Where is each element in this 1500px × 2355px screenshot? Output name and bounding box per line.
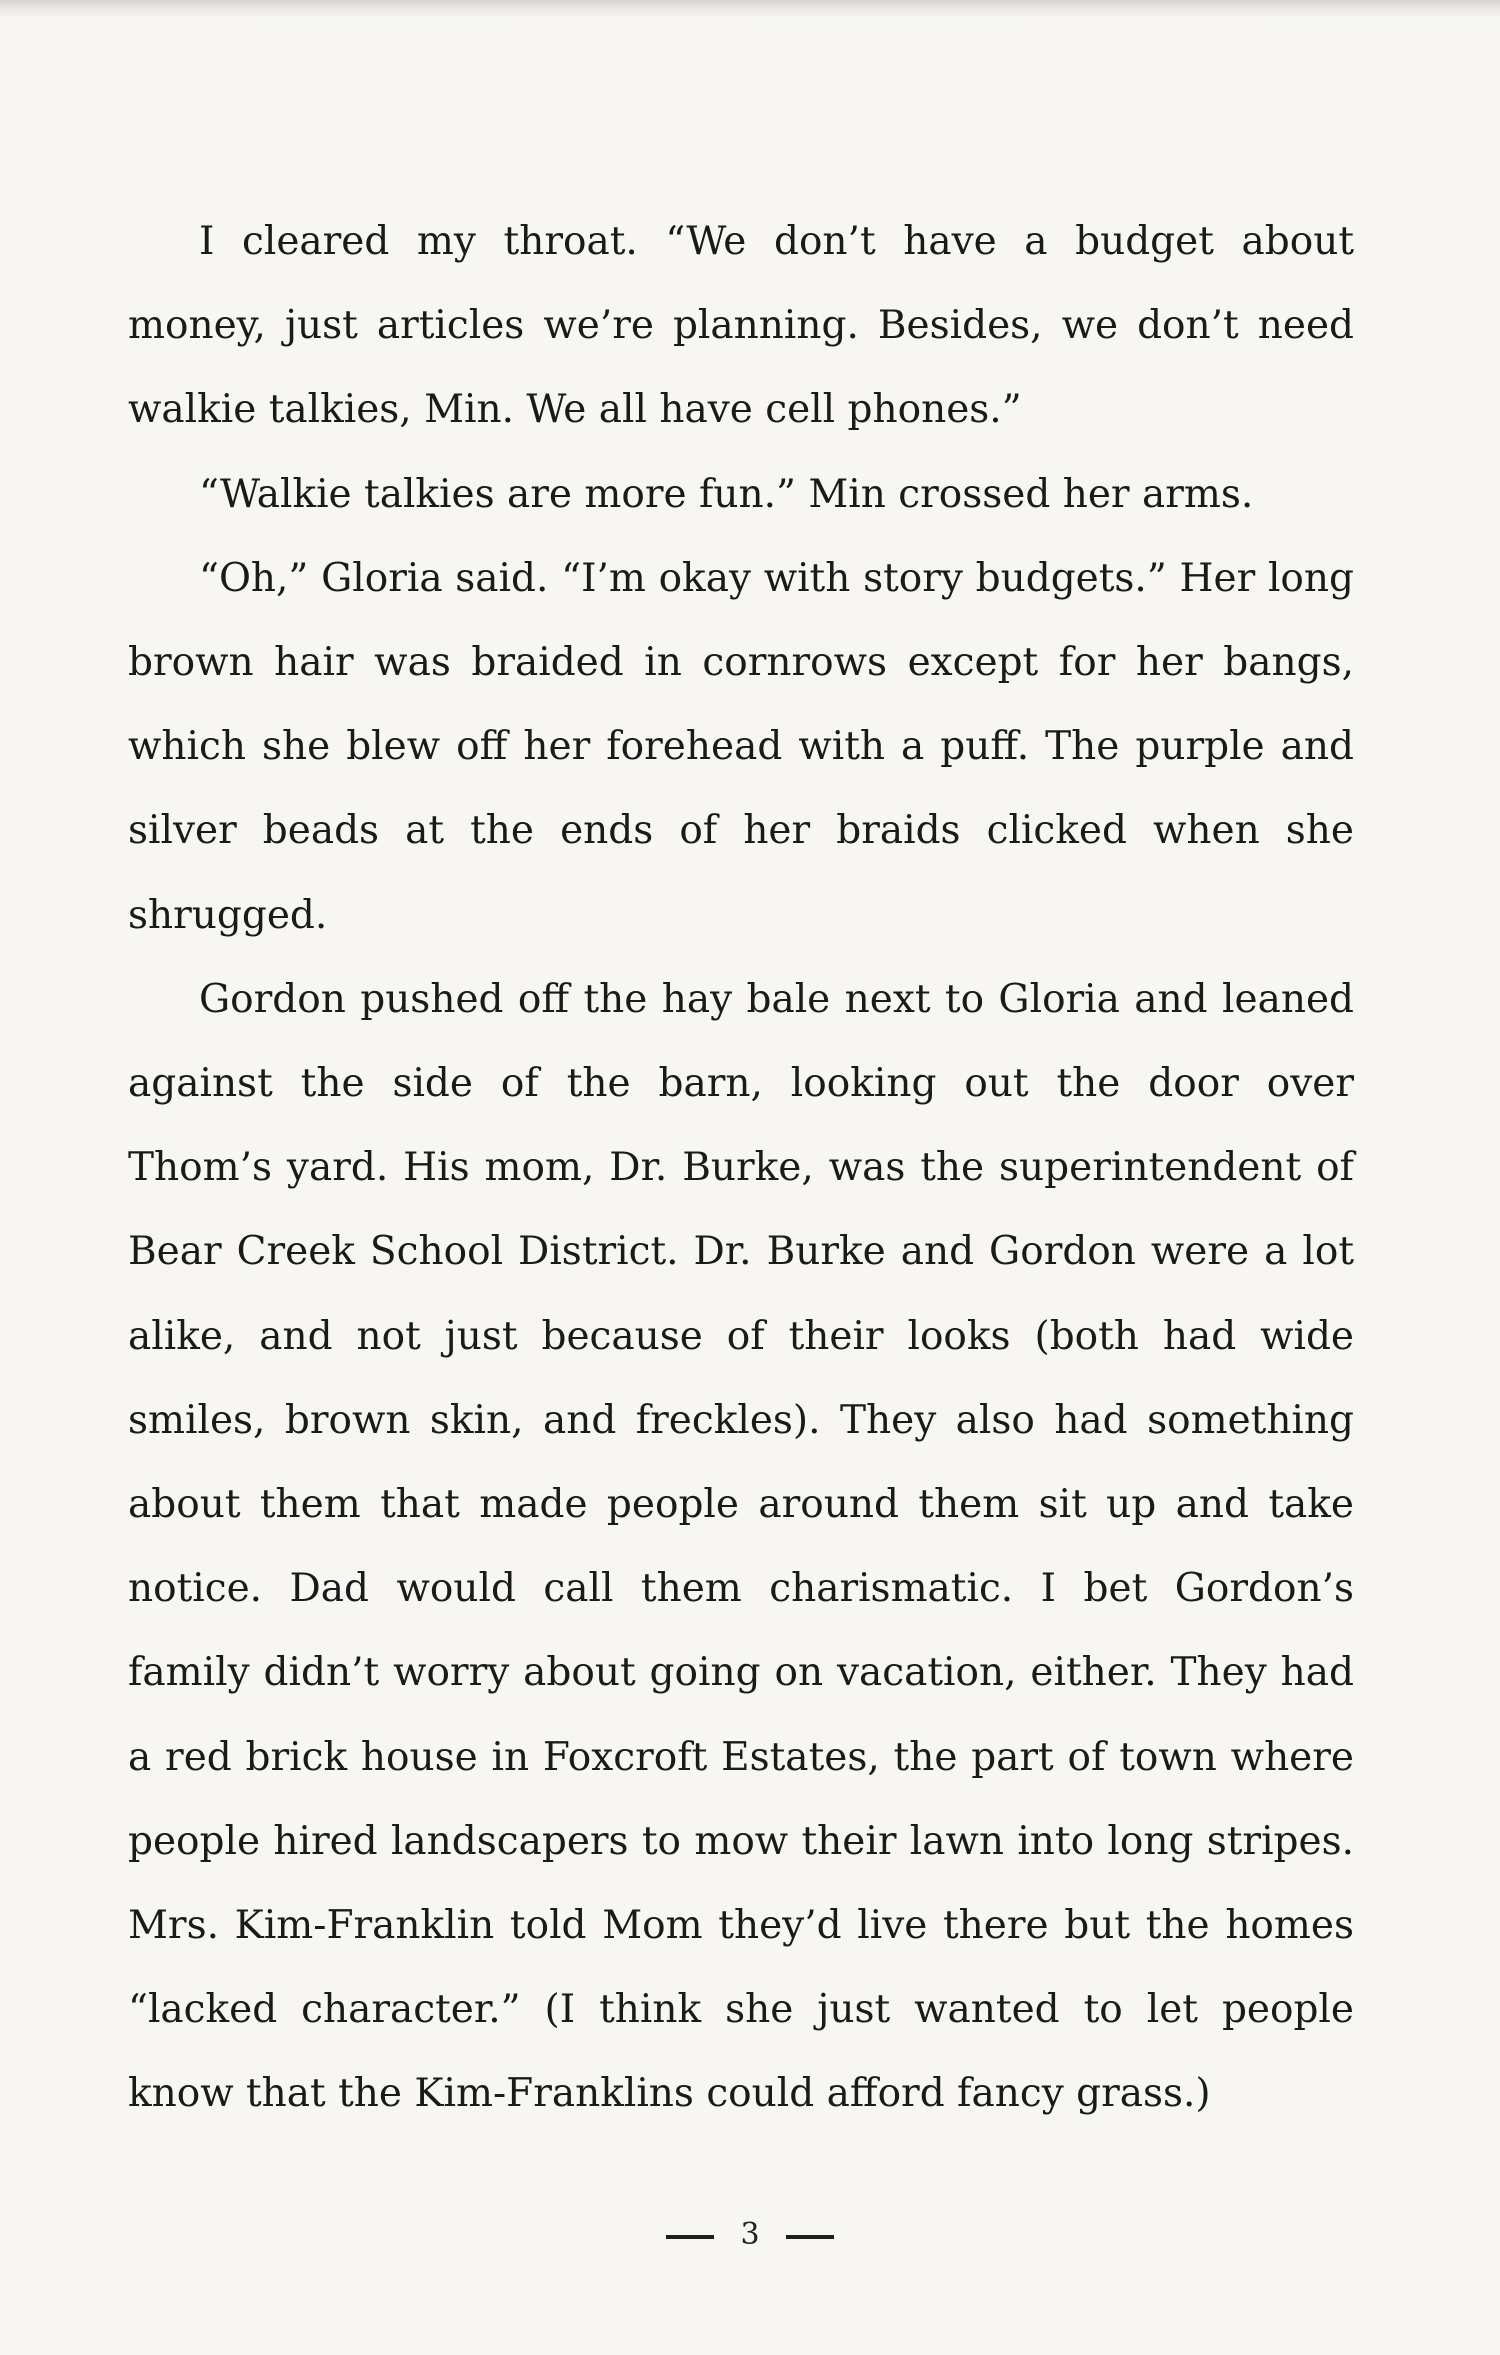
body-text xyxy=(128,200,1354,2137)
paragraph-2: “Walkie talkies are more fun.” Min crossed her arms. xyxy=(199,471,1254,517)
folio-rule-left xyxy=(666,2235,714,2239)
paragraph-1: I cleared my throat. “We don’t have a budget about money, just articles we’re planning. Besides, we don’t need walkie talkies, Min. We all have cell phones.” xyxy=(128,219,1354,433)
page-footer xyxy=(0,2215,1500,2255)
folio-rule-right xyxy=(786,2235,834,2239)
paragraph-3: “Oh,” Gloria said. “I’m okay with story budgets.” Her long brown hair was braided in cornrows except for her bangs, which she blew off her forehead with a puff. The purple and silver beads at the ends of her braids clicked when she shrugged. xyxy=(128,555,1354,938)
scan-edge-shadow xyxy=(0,0,1500,18)
paragraph-4: Gordon pushed off the hay bale next to Gloria and leaned against the side of the barn, looking out the door over Thom’s yard. His mom, Dr. Burke, was the superintendent of Bear Creek School District. Dr. Burke and Gordon were a lot alike, and not just because of their looks (both had wide smiles, brown skin, and freckles). They also had something about them that made people around them sit up and take notice. Dad would call them charismatic. I bet Gordon’s family didn’t worry about going on vacation, either. They had a red brick house in Foxcroft Estates, the part of town where people hired landscapers to mow their lawn into long stripes. Mrs. Kim-Franklin told Mom they’d live there but the homes “lacked character.” (I think she just wanted to let people know that the Kim-Franklins could afford fancy grass.) xyxy=(128,976,1354,2117)
page-number: 3 xyxy=(740,2217,760,2252)
